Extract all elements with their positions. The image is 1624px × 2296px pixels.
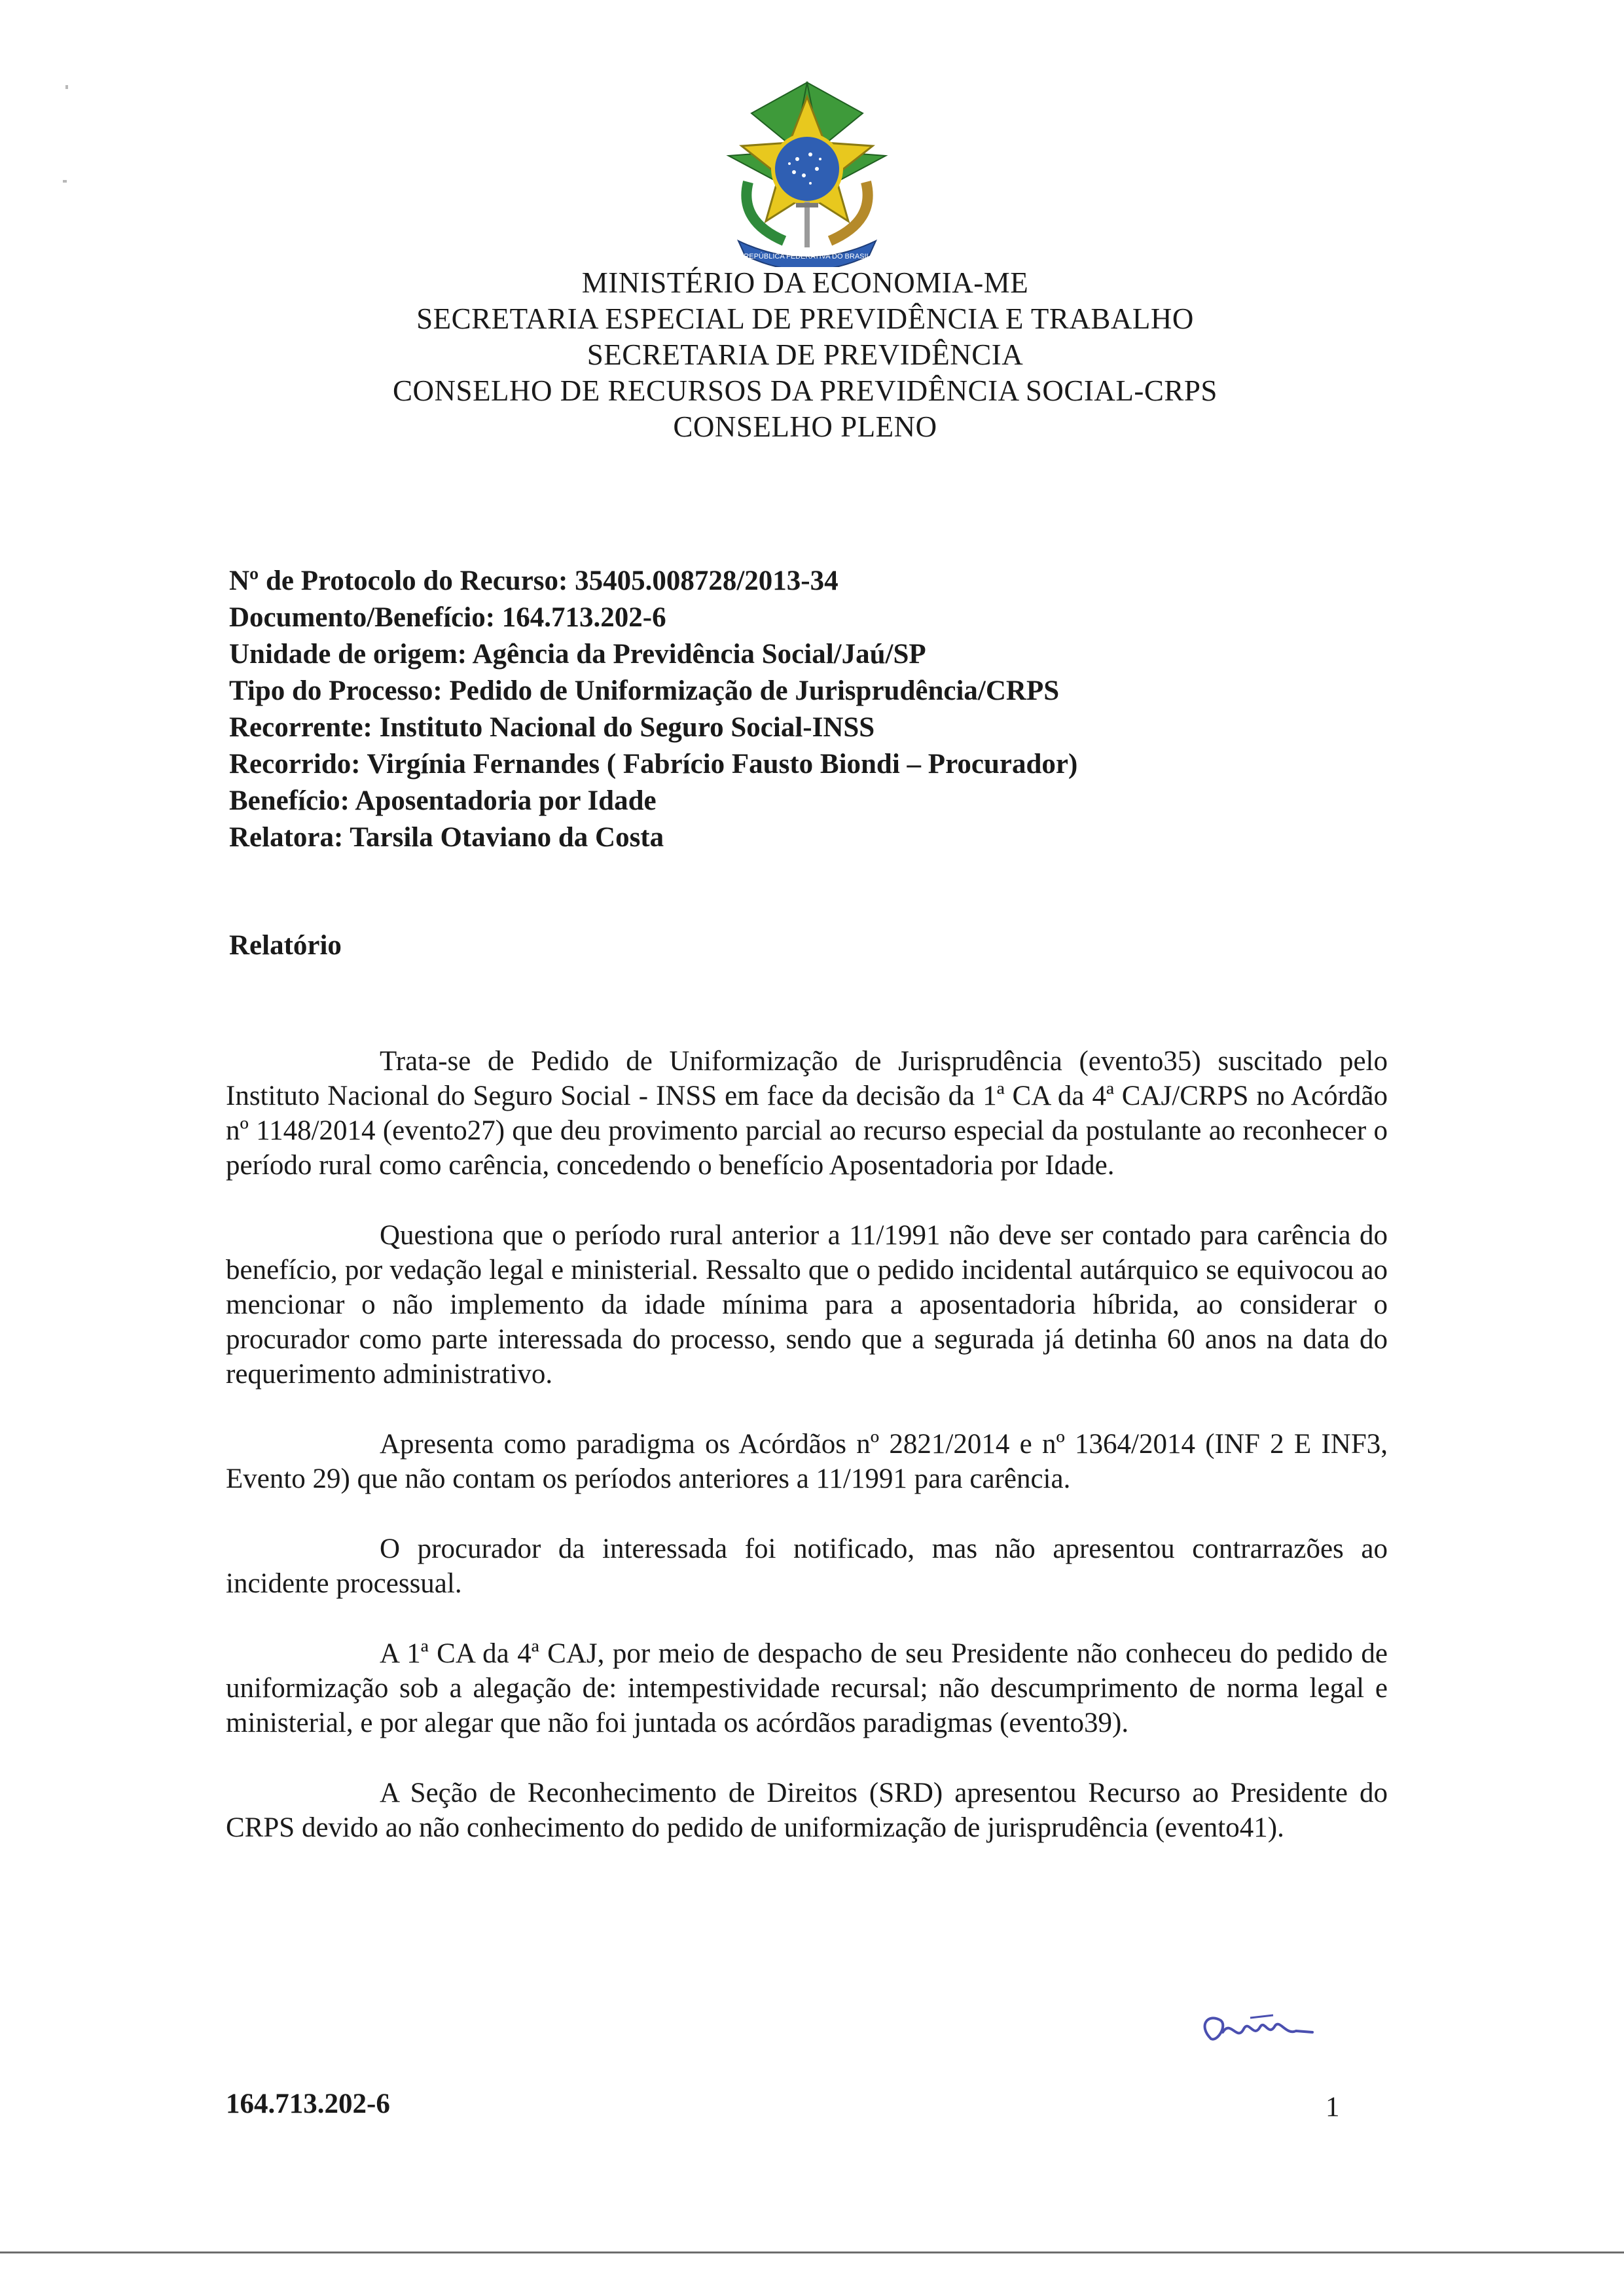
- coat-of-arms-brazil-icon: [712, 77, 902, 267]
- header-line-plenary: CONSELHO PLENO: [673, 410, 937, 443]
- paragraph: A Seção de Reconhecimento de Direitos (SRD) apresentou Recurso ao Presidente do CRPS devido ao não conhecimento do pedido de uniformização de jurisprudência (evento41).: [226, 1778, 1388, 1843]
- meta-recorrido: Recorrido: Virgínia Fernandes ( Fabrício Fausto Biondi – Procurador): [229, 749, 1078, 780]
- scan-artifact: [65, 85, 68, 89]
- scan-artifact: [63, 180, 67, 183]
- paragraph: Questiona que o período rural anterior a 11/1991 não deve ser contado para carência do benefício, por vedação legal e ministerial. Ressalto que o pedido incidental autárquico se equivocou ao mencionar o não implemento da idade mínima para a aposentadoria híbrida, ao considerar o procurador como parte interessada do processo, sendo que a segurada já detinha 60 anos na data do requerimento administrativo.: [226, 1220, 1388, 1390]
- header-line-council: CONSELHO DE RECURSOS DA PREVIDÊNCIA SOCIAL-CRPS: [393, 374, 1218, 407]
- meta-beneficio: Benefício: Aposentadoria por Idade: [229, 785, 657, 816]
- paragraph: Trata-se de Pedido de Uniformização de Jurisprudência (evento35) suscitado pelo Instituto Nacional do Seguro Social - INSS em face da decisão da 1ª CA da 4ª CAJ/CRPS no Acórdão nº 1148/2014 (evento27) que deu provimento parcial ao recurso especial da postulante ao reconhecer o período rural como carência, concedendo o benefício Aposentadoria por Idade.: [226, 1046, 1388, 1181]
- meta-relatora: Relatora: Tarsila Otaviano da Costa: [229, 822, 664, 853]
- paragraph: A 1ª CA da 4ª CAJ, por meio de despacho de seu Presidente não conheceu do pedido de uniformização sob a alegação de: intempestividade recursal; não descumprimento de norma legal e ministerial, e por alegar que não foi juntada os acórdãos paradigmas (evento39).: [226, 1638, 1388, 1738]
- meta-protocolo: Nº de Protocolo do Recurso: 35405.008728/2013-34: [229, 565, 839, 596]
- meta-recorrente: Recorrente: Instituto Nacional do Seguro Social-INSS: [229, 712, 875, 743]
- page-number: 1: [1326, 2092, 1340, 2123]
- meta-tipo: Tipo do Processo: Pedido de Uniformização de Jurisprudência/CRPS: [229, 675, 1060, 706]
- paragraph: O procurador da interessada foi notificado, mas não apresentou contrarrazões ao incidente processual.: [226, 1534, 1388, 1599]
- header-line-secretariat-special: SECRETARIA ESPECIAL DE PREVIDÊNCIA E TRABALHO: [416, 302, 1194, 335]
- header-line-secretariat: SECRETARIA DE PREVIDÊNCIA: [586, 338, 1024, 371]
- header-line-ministry: MINISTÉRIO DA ECONOMIA-ME: [581, 266, 1029, 299]
- meta-unidade: Unidade de origem: Agência da Previdência Social/Jaú/SP: [229, 639, 926, 670]
- report-body: [226, 1044, 1388, 1880]
- section-title-relatorio: Relatório: [229, 930, 342, 961]
- institution-header: [196, 265, 1414, 445]
- handwritten-signature: [1191, 2006, 1322, 2058]
- bottom-rule: [0, 2251, 1624, 2253]
- case-metadata: [229, 563, 1407, 856]
- paragraph: Apresenta como paradigma os Acórdãos nº 2821/2014 e nº 1364/2014 (INF 2 E INF3, Evento 29) que não contam os períodos anteriores a 11/1991 para carência.: [226, 1429, 1388, 1494]
- emblem-ribbon-text: REPÚBLICA FEDERATIVA DO BRASIL: [744, 253, 871, 260]
- meta-documento: Documento/Benefício: 164.713.202-6: [229, 602, 666, 633]
- footer-document-number: 164.713.202-6: [226, 2089, 390, 2119]
